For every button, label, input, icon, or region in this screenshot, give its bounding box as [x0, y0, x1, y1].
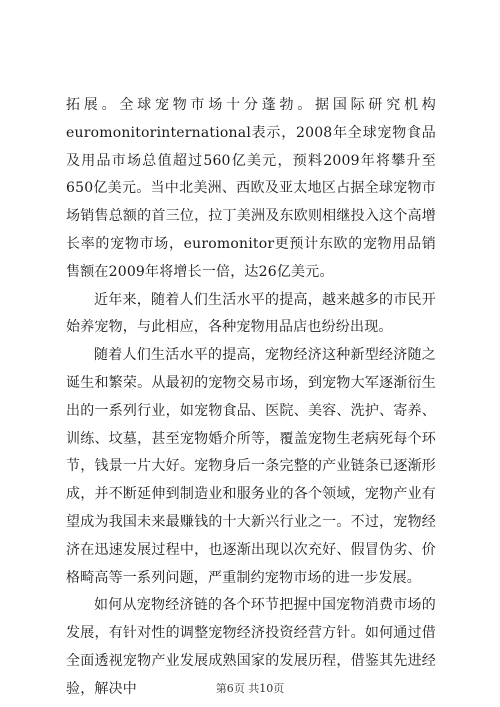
- document-body: [66, 92, 436, 704]
- page-footer: 第6页 共10页: [215, 682, 285, 695]
- paragraph-3: 随着人们生活水平的提高，宠物经济这种新型经济随之诞生和繁荣。从最初的宠物交易市场，到宠物大军逐渐衍生出的一系列行业，如宠物食品、医院、美容、洗护、寄养、训练、坟墓，甚至宠物婚介所等，覆盖宠物生老病死每个环节，钱景一片大好。宠物身后一条完整的产业链条已逐渐形成，并不断延伸到制造业和服务业的各个领域，宠物产业有望成为我国未来最赚钱的十大新兴行业之一。不过，宠物经济在迅速发展过程中，也逐渐出现以次充好、假冒伪劣、价格畸高等一系列问题，严重制约宠物市场的进一步发展。: [66, 347, 436, 586]
- paragraph-4: 如何从宠物经济链的各个环节把握中国宠物消费市场的发展，有针对性的调整宠物经济投资经营方针。如何通过借全面透视宠物产业发展成熟国家的发展历程，借鉴其先进经验，解决中: [66, 597, 436, 697]
- paragraph-2: 近年来，随着人们生活水平的提高，越来越多的市民开始养宠物，与此相应，各种宠物用品店也纷纷出现。: [66, 291, 436, 336]
- paragraph-1: 拓展。全球宠物市场十分蓬勃。据国际研究机构euromonitorinternational表示，2008年全球宠物食品及用品市场总值超过560亿美元，预料2009年将攀升至650亿美元。当中北美洲、西欧及亚太地区占据全球宠物市场销售总额的首三位，拉丁美洲及东欧则相继投入这个高增长率的宠物市场，euromonitor更预计东欧的宠物用品销售额在2009年将增长一倍，达26亿美元。: [66, 97, 436, 280]
